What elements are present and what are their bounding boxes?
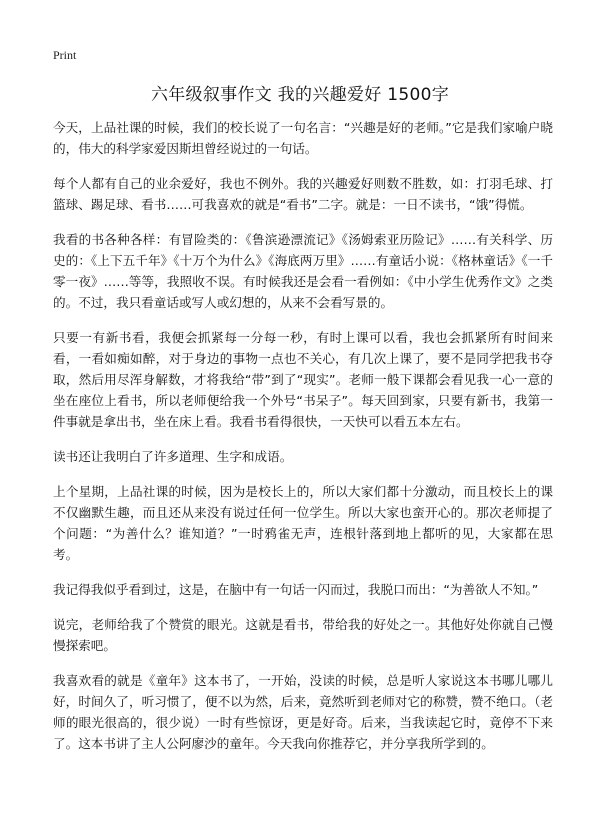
- paragraph-8: 说完，老师给我了个赞赏的眼光。这就是看书，带给我的好处之一。其他好处你就自己慢慢探索吧。: [53, 617, 553, 653]
- paragraph-6: 上个星期，上品社课的时候，因为是校长上的，所以大家们都十分激动，而且校长上的课不仅幽默生趣，而且还从来没有说过任何一位学生。所以大家也蛮开心的。那次老师提了个问题：“为善什么？谁知道？”一时鸦雀无声，连根针落到地上都听的见，大家都在思考。: [53, 484, 553, 562]
- paragraph-2: 每个人都有自己的业余爱好，我也不例外。我的兴趣爱好则数不胜数，如：打羽毛球、打篮球、踢足球、看书……可我喜欢的就是“看书”二字。就是：一日不读书，“饿”得慌。: [53, 176, 553, 212]
- paragraph-5: 读书还让我明白了许多道理、生字和成语。: [53, 449, 293, 464]
- paragraph-1: 今天，上品社课的时候，我们的校长说了一句名言：“兴趣是好的老师。”它是我们家喻户晓的，伟大的科学家爱因斯坦曾经说过的一句话。: [53, 120, 553, 156]
- print-link[interactable]: Print: [53, 48, 77, 62]
- article-body: [53, 117, 553, 768]
- paragraph-4: 只要一有新书看，我便会抓紧每一分每一秒，有时上课可以看，我也会抓紧所有时间来看，一看如痴如醉，对于身边的事物一点也不关心，有几次上课了，要不是同学把我书夺取，然后用尽浑身解数，才将我给“带”到了“现实”。老师一般下课都会看见我一心一意的坐在座位上看书，所以老师便给我一个外号“书呆子”。每天回到家，只要有新书，我第一件事就是拿出书，坐在床上看。我看书看得很快，一天快可以看五本左右。: [53, 330, 553, 429]
- paragraph-3: 我看的书各种各样：有冒险类的：《鲁滨逊漂流记》《汤姆索亚历险记》……有关科学、历史的：《上下五千年》《十万个为什么》《海底两万里》……有童话小说：《格林童话》《一千零一夜》……等等，我照收不误。有时候我还是会看一看例如：《中小学生优秀作文》之类的。不过，我只看童话或写人或幻想的，从来不会看写景的。: [53, 232, 553, 310]
- paragraph-7: 我记得我似乎看到过，这是，在脑中有一句话一闪而过，我脱口而出：“为善欲人不知。”: [53, 582, 539, 597]
- paragraph-9: 我喜欢看的就是《童年》这本书了，一开始，没读的时候，总是听人家说这本书哪儿哪儿好，时间久了，听习惯了，便不以为然，后来，竟然听到老师对它的称赞，赞不绝口。（老师的眼光很高的，很少说）一时有些惊讶，更是好奇。后来，当我读起它时，竟停不下来了。这本书讲了主人公阿廖沙的童年。今天我向你推荐它，并分享我所学到的。: [53, 673, 553, 751]
- article-title: 六年级叙事作文 我的兴趣爱好 1500字: [150, 85, 450, 105]
